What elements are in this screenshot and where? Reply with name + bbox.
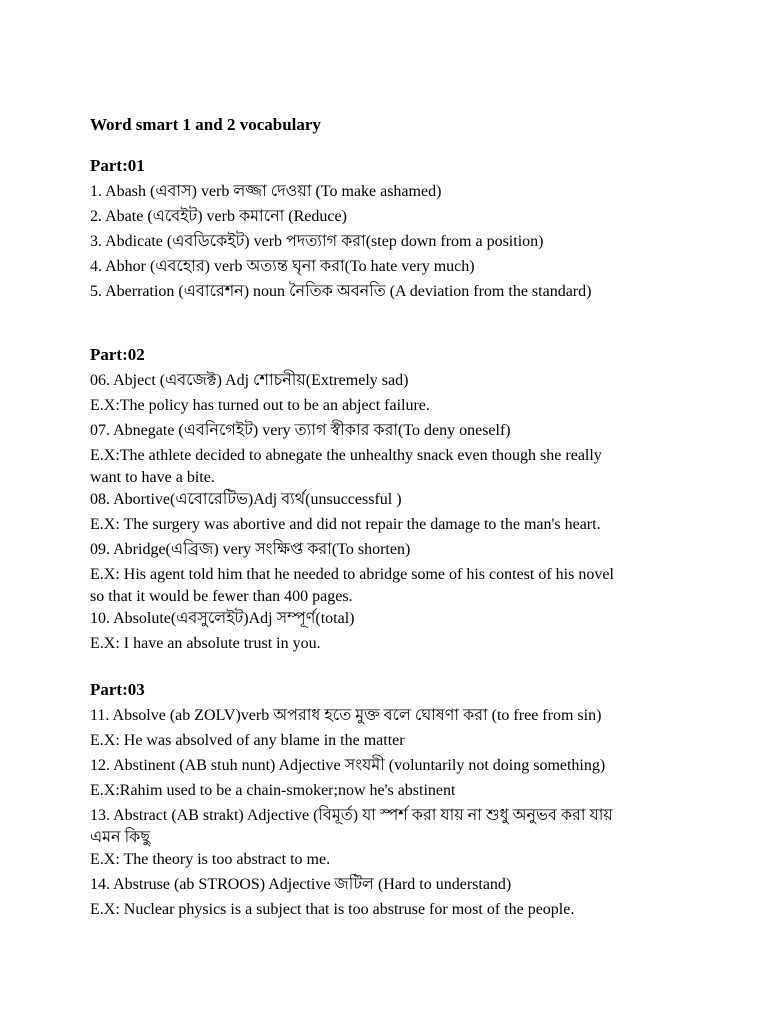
example-sentence: E.X:Rahim used to be a chain-smoker;now he's abstinent: [90, 782, 456, 799]
section-heading: Part:03: [90, 680, 145, 699]
vocab-entry: 4. Abhor (এবহোর) verb অত্যন্ত ঘৃনা করা(To hate very much): [90, 258, 475, 275]
section-heading: Part:01: [90, 156, 145, 175]
section-part-02: [90, 343, 690, 658]
vocab-entry: 1. Abash (এবাস) verb লজ্জা দেওয়া (To make ashamed): [90, 183, 442, 200]
vocab-entry: 5. Aberration (এবারেশন) noun নৈতিক অবনতি (A deviation from the standard): [90, 283, 592, 300]
example-sentence: E.X: His agent told him that he needed to abridge some of his contest of his novel: [90, 566, 614, 583]
vocab-entry: 2. Abate (এবেইট) verb কমানো (Reduce): [90, 208, 347, 225]
vocab-entry: 10. Absolute(এবসুলেইট)Adj সম্পূর্ণ(total): [90, 610, 355, 627]
vocab-entry-continued: এমন কিছু: [90, 829, 151, 846]
vocab-entry: 08. Abortive(এবোরেটিভ)Adj ব্যর্থ(unsuccessful ): [90, 491, 402, 508]
section-part-03: [90, 678, 690, 924]
example-sentence: E.X: Nuclear physics is a subject that is too abstruse for most of the people.: [90, 901, 575, 918]
section-heading: Part:02: [90, 345, 145, 364]
vocab-entry: 09. Abridge(এব্রিজ) very সংক্ষিপ্ত করা(To shorten): [90, 541, 411, 558]
example-sentence: E.X: I have an absolute trust in you.: [90, 635, 321, 652]
example-sentence: E.X:The athlete decided to abnegate the unhealthy snack even though she really: [90, 447, 602, 464]
document-title: Word smart 1 and 2 vocabulary: [90, 115, 321, 134]
example-sentence: E.X:The policy has turned out to be an abject failure.: [90, 397, 430, 414]
example-sentence-continued: so that it would be fewer than 400 pages.: [90, 588, 353, 605]
vocab-entry: 13. Abstract (AB strakt) Adjective (বিমূর্ত) যা স্পর্শ করা যায় না শুধু অনুভব করা যায়: [90, 807, 613, 824]
section-part-01: [90, 154, 690, 306]
vocab-entry: 06. Abject (এবজেক্ট) Adj শোচনীয়(Extremely sad): [90, 372, 409, 389]
vocab-entry: 14. Abstruse (ab STROOS) Adjective জটিল (Hard to understand): [90, 876, 512, 893]
vocab-entry: 3. Abdicate (এবডিকেইট) verb পদত্যাগ করা(step down from a position): [90, 233, 544, 250]
example-sentence: E.X: The theory is too abstract to me.: [90, 851, 331, 868]
example-sentence-continued: want to have a bite.: [90, 469, 215, 486]
vocab-entry: 11. Absolve (ab ZOLV)verb অপরাধ হতে মুক্ত বলে ঘোষণা করা (to free from sin): [90, 707, 602, 724]
example-sentence: E.X: He was absolved of any blame in the matter: [90, 732, 405, 749]
example-sentence: E.X: The surgery was abortive and did not repair the damage to the man's heart.: [90, 516, 601, 533]
vocab-entry: 12. Abstinent (AB stuh nunt) Adjective সংযমী (voluntarily not doing something): [90, 757, 606, 774]
vocab-entry: 07. Abnegate (এবনিগেইট) very ত্যাগ স্বীকার করা(To deny oneself): [90, 422, 511, 439]
